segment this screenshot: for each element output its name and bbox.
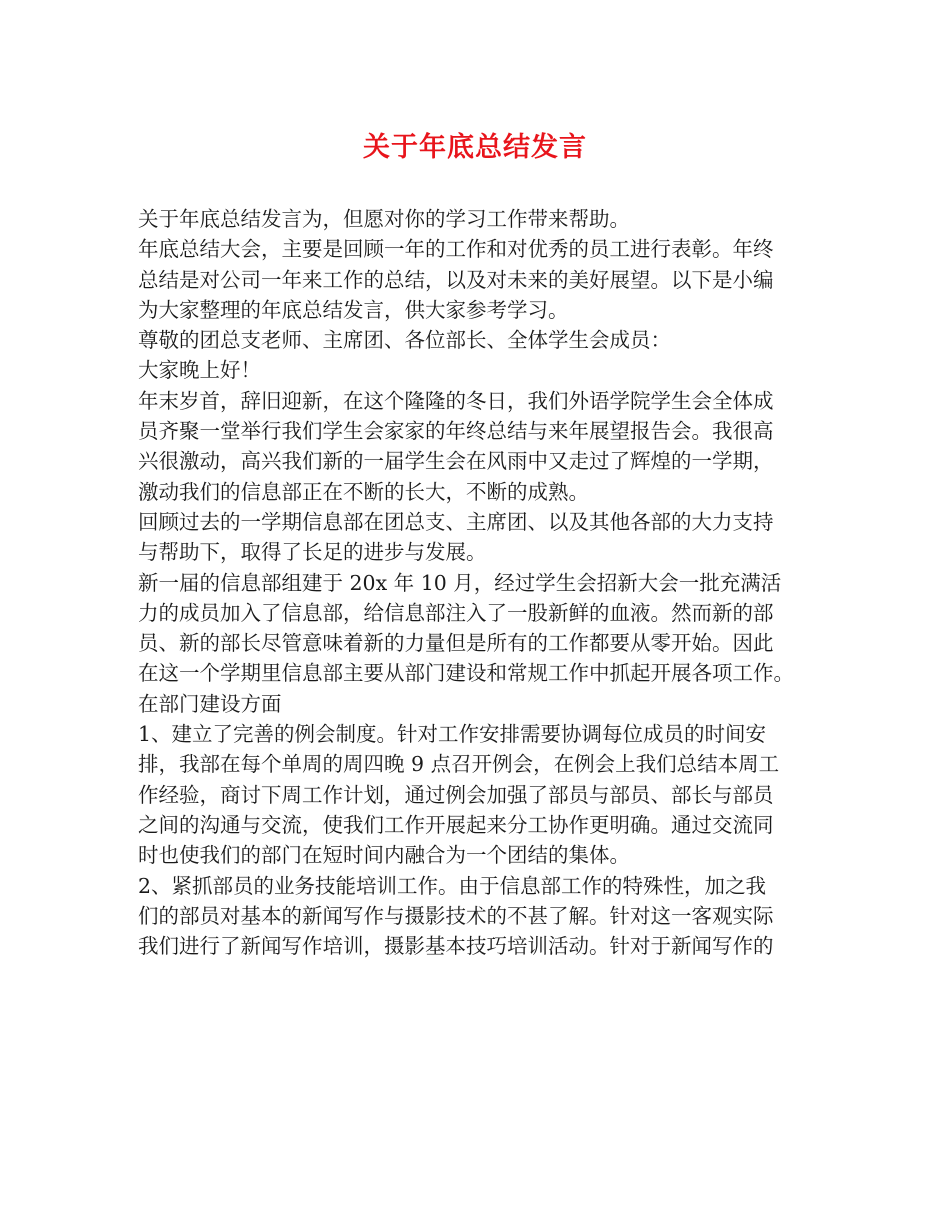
body-line: 之间的沟通与交流，使我们工作开展起来分工协作更明确。通过交流同 (138, 812, 774, 837)
body-line: 力的成员加入了信息部，给信息部注入了一股新鲜的血液。然而新的部 (138, 600, 774, 625)
body-line: 在部门建设方面 (138, 691, 282, 716)
body-line: 排，我部在每个单周的周四晚 9 点召开例会，在例会上我们总结本周工 (138, 752, 780, 777)
body-line: 激动我们的信息部正在不断的长大，不断的成熟。 (138, 479, 589, 504)
body-line: 年底总结大会，主要是回顾一年的工作和对优秀的员工进行表彰。年终 (138, 237, 774, 262)
body-line: 1、建立了完善的例会制度。针对工作安排需要协调每位成员的时间安 (138, 722, 767, 747)
body-line: 大家晚上好！ (138, 358, 261, 383)
body-line: 员、新的部长尽管意味着新的力量但是所有的工作都要从零开始。因此 (138, 631, 774, 656)
body-line: 新一届的信息部组建于 20x 年 10 月，经过学生会招新大会一批充满活 (138, 570, 782, 595)
body-line: 关于年底总结发言为，但愿对你的学习工作带来帮助。 (138, 207, 630, 231)
body-line: 作经验，商讨下周工作计划，通过例会加强了部员与部员、部长与部员 (138, 782, 774, 807)
body-line: 与帮助下，取得了长足的进步与发展。 (138, 540, 487, 565)
body-line: 们的部员对基本的新闻写作与摄影技术的不甚了解。针对这一客观实际 (138, 903, 774, 928)
body-line: 尊敬的团总支老师、主席团、各位部长、全体学生会成员： (138, 328, 671, 353)
body-line: 在这一个学期里信息部主要从部门建设和常规工作中抓起开展各项工作。 (138, 661, 794, 686)
body-line: 时也使我们的部门在短时间内融合为一个团结的集体。 (138, 843, 630, 868)
body-line: 2、紧抓部员的业务技能培训工作。由于信息部工作的特殊性，加之我 (138, 873, 767, 898)
body-line: 为大家整理的年底总结发言，供大家参考学习。 (138, 297, 569, 322)
body-line: 员齐聚一堂举行我们学生会家家的年终总结与来年展望报告会。我很高 (138, 419, 774, 444)
body-line: 总结是对公司一年来工作的总结，以及对未来的美好展望。以下是小编 (138, 267, 774, 292)
body-line: 年末岁首，辞旧迎新，在这个隆隆的冬日，我们外语学院学生会全体成 (138, 388, 774, 413)
document-title: 关于年底总结发言 (363, 132, 587, 163)
body-line: 兴很激动，高兴我们新的一届学生会在风雨中又走过了辉煌的一学期， (138, 449, 774, 474)
body-line: 我们进行了新闻写作培训，摄影基本技巧培训活动。针对于新闻写作的 (138, 934, 774, 959)
body-line: 回顾过去的一学期信息部在团总支、主席团、以及其他各部的大力支持 (138, 509, 774, 534)
document-body (138, 204, 830, 961)
